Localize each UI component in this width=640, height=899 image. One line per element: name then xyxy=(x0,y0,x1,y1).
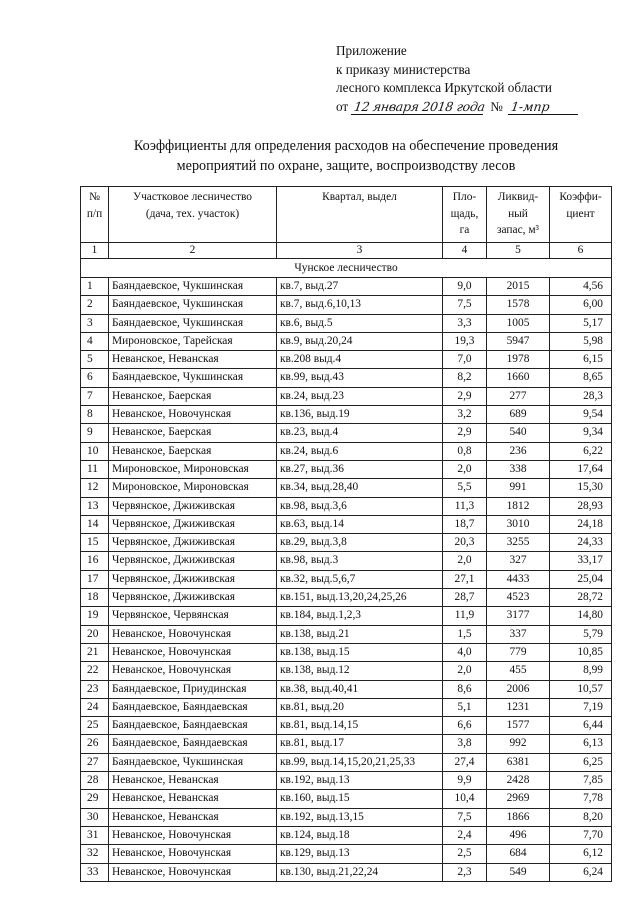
header-line: Квартал, выдел xyxy=(322,191,397,203)
area-cell: 3,2 xyxy=(443,406,487,424)
stock-cell: 337 xyxy=(487,625,550,643)
stock-cell: 327 xyxy=(487,552,550,570)
quarter-cell: кв.29, выд.3,8 xyxy=(277,534,443,552)
stock-cell: 6381 xyxy=(487,753,550,771)
table-row xyxy=(81,753,612,771)
header-line: Пло- xyxy=(452,191,477,203)
header-line: циент xyxy=(566,207,595,220)
column-number: 3 xyxy=(277,243,443,259)
stock-cell: 549 xyxy=(487,863,550,881)
row-number: 33 xyxy=(81,863,109,881)
coefficient-cell: 17,64 xyxy=(550,460,612,478)
column-number: 2 xyxy=(109,243,277,259)
forestry-cell: Неванское, Баерская xyxy=(109,442,277,460)
forestry-cell: Неванское, Баерская xyxy=(109,387,277,405)
table-row xyxy=(81,662,612,680)
quarter-cell: кв.6, выд.5 xyxy=(277,314,443,332)
appendix-line-2: к приказу министерства xyxy=(336,61,471,77)
row-number: 32 xyxy=(81,845,109,863)
header-line: запас, м³ xyxy=(497,224,539,236)
forestry-cell: Баяндаевское, Чукшинская xyxy=(109,278,277,296)
forestry-cell: Неванское, Неванская xyxy=(109,808,277,826)
row-number: 30 xyxy=(81,808,109,826)
area-cell: 19,3 xyxy=(443,332,487,350)
forestry-cell: Мироновское, Мироновская xyxy=(109,479,277,497)
table-row xyxy=(81,497,612,515)
document-title xyxy=(0,136,640,176)
table-row xyxy=(81,863,612,881)
row-number: 7 xyxy=(81,387,109,405)
row-number: 19 xyxy=(81,607,109,625)
header-forestry xyxy=(109,187,277,243)
forestry-cell: Баяндаевское, Баяндаевская xyxy=(109,735,277,753)
coefficient-cell: 24,18 xyxy=(550,515,612,533)
forestry-cell: Неванское, Новочунская xyxy=(109,826,277,844)
area-cell: 2,4 xyxy=(443,826,487,844)
stock-cell: 236 xyxy=(487,442,550,460)
forestry-cell: Неванское, Новочунская xyxy=(109,845,277,863)
stock-cell: 3255 xyxy=(487,534,550,552)
table-row xyxy=(81,717,612,735)
table-row xyxy=(81,534,612,552)
area-cell: 9,0 xyxy=(443,278,487,296)
row-number: 14 xyxy=(81,515,109,533)
area-cell: 2,9 xyxy=(443,424,487,442)
quarter-cell: кв.98, выд.3 xyxy=(277,552,443,570)
title-line-2: мероприятий по охране, защите, воспроизводству лесов xyxy=(176,158,516,174)
coefficient-cell: 5,79 xyxy=(550,625,612,643)
forestry-cell: Неванское, Новочунская xyxy=(109,662,277,680)
row-number: 17 xyxy=(81,570,109,588)
coefficient-cell: 28,93 xyxy=(550,497,612,515)
quarter-cell: кв.24, выд.6 xyxy=(277,442,443,460)
appendix-line-3: лесного комплекса Иркутской области xyxy=(336,80,552,95)
area-cell: 7,0 xyxy=(443,351,487,369)
stock-cell: 684 xyxy=(487,845,550,863)
quarter-cell: кв.124, выд.18 xyxy=(277,826,443,844)
coefficient-cell: 24,33 xyxy=(550,534,612,552)
quarter-cell: кв.129, выд.13 xyxy=(277,845,443,863)
quarter-cell: кв.38, выд.40,41 xyxy=(277,680,443,698)
table-row xyxy=(81,698,612,716)
quarter-cell: кв.81, выд.17 xyxy=(277,735,443,753)
table-row xyxy=(81,278,612,296)
area-cell: 1,5 xyxy=(443,625,487,643)
row-number: 27 xyxy=(81,753,109,771)
table-row xyxy=(81,643,612,661)
quarter-cell: кв.81, выд.20 xyxy=(277,698,443,716)
quarter-cell: кв.32, выд.5,6,7 xyxy=(277,570,443,588)
forestry-cell: Баяндаевское, Баяндаевская xyxy=(109,717,277,735)
quarter-cell: кв.23, выд.4 xyxy=(277,424,443,442)
stock-cell: 992 xyxy=(487,735,550,753)
quarter-cell: кв.151, выд.13,20,24,25,26 xyxy=(277,589,443,607)
forestry-cell: Червянское, Джиживская xyxy=(109,552,277,570)
coefficient-cell: 28,3 xyxy=(550,387,612,405)
stock-cell: 1978 xyxy=(487,351,550,369)
stock-cell: 1660 xyxy=(487,369,550,387)
header-coef xyxy=(550,187,612,243)
stock-cell: 455 xyxy=(487,662,550,680)
forestry-cell: Червянское, Джиживская xyxy=(109,515,277,533)
coefficient-cell: 10,57 xyxy=(550,680,612,698)
coefficient-cell: 6,24 xyxy=(550,863,612,881)
quarter-cell: кв.7, выд.27 xyxy=(277,278,443,296)
row-number: 16 xyxy=(81,552,109,570)
header-line: щадь, xyxy=(450,207,479,220)
appendix-block xyxy=(336,42,579,116)
quarter-cell: кв.99, выд.43 xyxy=(277,369,443,387)
coefficient-cell: 7,78 xyxy=(550,790,612,808)
quarter-cell: кв.24, выд.23 xyxy=(277,387,443,405)
date-prefix: от xyxy=(336,98,349,114)
forestry-cell: Червянское, Джиживская xyxy=(109,497,277,515)
area-cell: 7,5 xyxy=(443,808,487,826)
handwritten-number: 1-мпр xyxy=(508,99,580,115)
header-line: № xyxy=(89,191,100,203)
row-number: 24 xyxy=(81,698,109,716)
quarter-cell: кв.138, выд.21 xyxy=(277,625,443,643)
quarter-cell: кв.7, выд.6,10,13 xyxy=(277,296,443,314)
appendix-line-1: Приложение xyxy=(336,43,407,58)
stock-cell: 1578 xyxy=(487,296,550,314)
stock-cell: 338 xyxy=(487,460,550,478)
coefficient-cell: 6,00 xyxy=(550,296,612,314)
stock-cell: 779 xyxy=(487,643,550,661)
forestry-cell: Неванское, Новочунская xyxy=(109,643,277,661)
table-row xyxy=(81,479,612,497)
forestry-cell: Баяндаевское, Чукшинская xyxy=(109,369,277,387)
area-cell: 0,8 xyxy=(443,442,487,460)
header-line: Участковое лесничество xyxy=(133,191,252,203)
row-number: 15 xyxy=(81,534,109,552)
stock-cell: 1866 xyxy=(487,808,550,826)
area-cell: 6,6 xyxy=(443,717,487,735)
forestry-cell: Неванское, Новочунская xyxy=(109,406,277,424)
row-number: 10 xyxy=(81,442,109,460)
coefficient-cell: 7,19 xyxy=(550,698,612,716)
header-line: Коэффи- xyxy=(559,191,602,203)
section-title: Чунское лесничество xyxy=(81,259,612,278)
header-stock xyxy=(487,187,550,243)
stock-cell: 689 xyxy=(487,406,550,424)
coefficient-cell: 15,30 xyxy=(550,479,612,497)
stock-cell: 1577 xyxy=(487,717,550,735)
stock-cell: 2428 xyxy=(487,772,550,790)
header-area xyxy=(443,187,487,243)
quarter-cell: кв.208 выд.4 xyxy=(277,351,443,369)
stock-cell: 5947 xyxy=(487,332,550,350)
row-number: 21 xyxy=(81,643,109,661)
appendix-date-line xyxy=(336,98,579,117)
coefficient-cell: 6,25 xyxy=(550,753,612,771)
quarter-cell: кв.27, выд.36 xyxy=(277,460,443,478)
number-prefix: № xyxy=(490,98,503,114)
quarter-cell: кв.99, выд.14,15,20,21,25,33 xyxy=(277,753,443,771)
forestry-cell: Червянское, Джиживская xyxy=(109,570,277,588)
area-cell: 18,7 xyxy=(443,515,487,533)
area-cell: 5,1 xyxy=(443,698,487,716)
header-line: п/п xyxy=(86,207,103,220)
table-row xyxy=(81,351,612,369)
row-number: 1 xyxy=(81,278,109,296)
forestry-cell: Неванское, Неванская xyxy=(109,772,277,790)
quarter-cell: кв.136, выд.19 xyxy=(277,406,443,424)
area-cell: 2,9 xyxy=(443,387,487,405)
area-cell: 10,4 xyxy=(443,790,487,808)
coefficient-cell: 9,34 xyxy=(550,424,612,442)
row-number: 11 xyxy=(81,460,109,478)
stock-cell: 2969 xyxy=(487,790,550,808)
table-row xyxy=(81,314,612,332)
coefficient-cell: 6,15 xyxy=(550,351,612,369)
quarter-cell: кв.160, выд.15 xyxy=(277,790,443,808)
table-row xyxy=(81,607,612,625)
table-row xyxy=(81,625,612,643)
forestry-cell: Баяндаевское, Чукшинская xyxy=(109,296,277,314)
table-row xyxy=(81,735,612,753)
row-number: 26 xyxy=(81,735,109,753)
area-cell: 4,0 xyxy=(443,643,487,661)
coefficient-cell: 9,54 xyxy=(550,406,612,424)
area-cell: 8,2 xyxy=(443,369,487,387)
row-number: 5 xyxy=(81,351,109,369)
table-row xyxy=(81,845,612,863)
coefficient-cell: 5,17 xyxy=(550,314,612,332)
row-number: 2 xyxy=(81,296,109,314)
row-number: 31 xyxy=(81,826,109,844)
header-line: (дача, тех. участок) xyxy=(145,207,240,220)
coefficients-table xyxy=(80,186,612,882)
table-row xyxy=(81,808,612,826)
table-row xyxy=(81,424,612,442)
quarter-cell: кв.192, выд.13,15 xyxy=(277,808,443,826)
stock-cell: 2015 xyxy=(487,278,550,296)
forestry-cell: Червянское, Джиживская xyxy=(109,534,277,552)
table-row xyxy=(81,296,612,314)
table-row xyxy=(81,369,612,387)
header-quarter xyxy=(277,187,443,243)
stock-cell: 4433 xyxy=(487,570,550,588)
row-number: 6 xyxy=(81,369,109,387)
coefficient-cell: 5,98 xyxy=(550,332,612,350)
stock-cell: 4523 xyxy=(487,589,550,607)
quarter-cell: кв.98, выд.3,6 xyxy=(277,497,443,515)
area-cell: 7,5 xyxy=(443,296,487,314)
stock-cell: 1005 xyxy=(487,314,550,332)
area-cell: 11,9 xyxy=(443,607,487,625)
quarter-cell: кв.9, выд.20,24 xyxy=(277,332,443,350)
header-line: ный xyxy=(508,207,528,220)
row-number: 22 xyxy=(81,662,109,680)
column-number: 5 xyxy=(487,243,550,259)
row-number: 29 xyxy=(81,790,109,808)
stock-cell: 2006 xyxy=(487,680,550,698)
row-number: 28 xyxy=(81,772,109,790)
coefficient-cell: 6,12 xyxy=(550,845,612,863)
forestry-cell: Червянское, Червянская xyxy=(109,607,277,625)
coefficient-cell: 7,70 xyxy=(550,826,612,844)
table-row xyxy=(81,387,612,405)
coefficient-cell: 6,22 xyxy=(550,442,612,460)
area-cell: 2,0 xyxy=(443,552,487,570)
row-number: 20 xyxy=(81,625,109,643)
column-number: 6 xyxy=(550,243,612,259)
quarter-cell: кв.184, выд.1,2,3 xyxy=(277,607,443,625)
row-number: 23 xyxy=(81,680,109,698)
stock-cell: 277 xyxy=(487,387,550,405)
area-cell: 3,8 xyxy=(443,735,487,753)
table-row xyxy=(81,790,612,808)
forestry-cell: Баяндаевское, Чукшинская xyxy=(109,753,277,771)
stock-cell: 540 xyxy=(487,424,550,442)
stock-cell: 1812 xyxy=(487,497,550,515)
table-row xyxy=(81,442,612,460)
quarter-cell: кв.138, выд.15 xyxy=(277,643,443,661)
forestry-cell: Неванское, Новочунская xyxy=(109,625,277,643)
table-row xyxy=(81,826,612,844)
coefficient-cell: 8,20 xyxy=(550,808,612,826)
column-number-row xyxy=(81,243,612,259)
quarter-cell: кв.63, выд.14 xyxy=(277,515,443,533)
forestry-cell: Неванское, Неванская xyxy=(109,790,277,808)
table-row xyxy=(81,772,612,790)
forestry-cell: Неванское, Новочунская xyxy=(109,863,277,881)
row-number: 18 xyxy=(81,589,109,607)
table-row xyxy=(81,406,612,424)
row-number: 8 xyxy=(81,406,109,424)
area-cell: 20,3 xyxy=(443,534,487,552)
stock-cell: 3177 xyxy=(487,607,550,625)
quarter-cell: кв.192, выд.13 xyxy=(277,772,443,790)
stock-cell: 3010 xyxy=(487,515,550,533)
row-number: 4 xyxy=(81,332,109,350)
area-cell: 2,3 xyxy=(443,863,487,881)
stock-cell: 496 xyxy=(487,826,550,844)
row-number: 9 xyxy=(81,424,109,442)
coefficient-cell: 28,72 xyxy=(550,589,612,607)
forestry-cell: Неванское, Неванская xyxy=(109,351,277,369)
header-line: га xyxy=(459,224,470,236)
forestry-cell: Мироновское, Мироновская xyxy=(109,460,277,478)
table-row xyxy=(81,680,612,698)
area-cell: 8,6 xyxy=(443,680,487,698)
area-cell: 11,3 xyxy=(443,497,487,515)
handwritten-date: 12 января 2018 года xyxy=(351,99,485,115)
coefficient-cell: 6,13 xyxy=(550,735,612,753)
stock-cell: 1231 xyxy=(487,698,550,716)
coefficient-cell: 7,85 xyxy=(550,772,612,790)
section-row xyxy=(81,259,612,278)
coefficient-cell: 6,44 xyxy=(550,717,612,735)
area-cell: 27,4 xyxy=(443,753,487,771)
forestry-cell: Баяндаевское, Приудинская xyxy=(109,680,277,698)
area-cell: 27,1 xyxy=(443,570,487,588)
table-row xyxy=(81,570,612,588)
forestry-cell: Неванское, Баерская xyxy=(109,424,277,442)
area-cell: 28,7 xyxy=(443,589,487,607)
forestry-cell: Червянское, Джиживская xyxy=(109,589,277,607)
area-cell: 2,0 xyxy=(443,662,487,680)
quarter-cell: кв.130, выд.21,22,24 xyxy=(277,863,443,881)
title-line-1: Коэффициенты для определения расходов на обеспечение проведения xyxy=(133,138,559,154)
coefficient-cell: 25,04 xyxy=(550,570,612,588)
coefficient-cell: 8,99 xyxy=(550,662,612,680)
column-number: 1 xyxy=(81,243,109,259)
header-num xyxy=(81,187,109,243)
coefficient-cell: 10,85 xyxy=(550,643,612,661)
row-number: 12 xyxy=(81,479,109,497)
forestry-cell: Баяндаевское, Баяндаевская xyxy=(109,698,277,716)
coefficient-cell: 14,80 xyxy=(550,607,612,625)
row-number: 25 xyxy=(81,717,109,735)
table-row xyxy=(81,515,612,533)
header-line: Ликвид- xyxy=(497,191,539,203)
area-cell: 3,3 xyxy=(443,314,487,332)
table-row xyxy=(81,589,612,607)
table-row xyxy=(81,552,612,570)
quarter-cell: кв.138, выд.12 xyxy=(277,662,443,680)
forestry-cell: Баяндаевское, Чукшинская xyxy=(109,314,277,332)
table-row xyxy=(81,460,612,478)
quarter-cell: кв.81, выд.14,15 xyxy=(277,717,443,735)
forestry-cell: Мироновское, Тарейская xyxy=(109,332,277,350)
quarter-cell: кв.34, выд.28,40 xyxy=(277,479,443,497)
coefficient-cell: 33,17 xyxy=(550,552,612,570)
area-cell: 2,0 xyxy=(443,460,487,478)
coefficient-cell: 8,65 xyxy=(550,369,612,387)
area-cell: 9,9 xyxy=(443,772,487,790)
coefficient-cell: 4,56 xyxy=(550,278,612,296)
column-number: 4 xyxy=(443,243,487,259)
stock-cell: 991 xyxy=(487,479,550,497)
row-number: 13 xyxy=(81,497,109,515)
row-number: 3 xyxy=(81,314,109,332)
area-cell: 2,5 xyxy=(443,845,487,863)
table-row xyxy=(81,332,612,350)
table-header-row xyxy=(81,187,612,243)
area-cell: 5,5 xyxy=(443,479,487,497)
